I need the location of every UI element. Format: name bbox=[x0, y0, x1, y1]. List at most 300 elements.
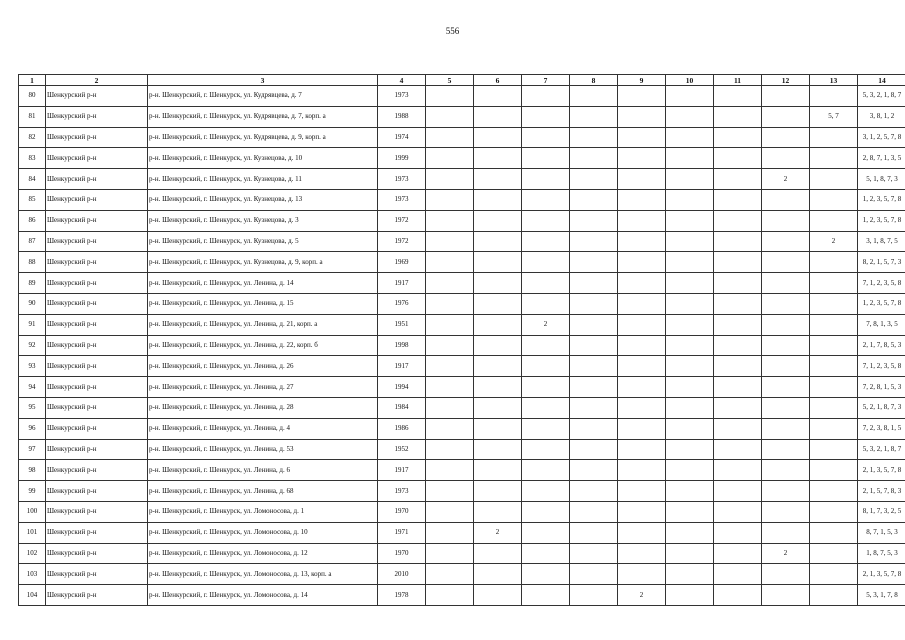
col-9-cell bbox=[618, 522, 666, 543]
column-header-14: 14 bbox=[858, 75, 905, 86]
address-cell: р-н. Шенкурский, г. Шенкурск, ул. Кузнецова, д. 3 bbox=[148, 210, 378, 231]
col-12-cell bbox=[762, 148, 810, 169]
row-number-cell: 104 bbox=[19, 585, 46, 606]
col-10-cell bbox=[666, 314, 714, 335]
column-header-2: 2 bbox=[46, 75, 148, 86]
col-9-cell bbox=[618, 148, 666, 169]
column-header-3: 3 bbox=[148, 75, 378, 86]
col-11-cell bbox=[714, 418, 762, 439]
col-11-cell bbox=[714, 314, 762, 335]
table-row bbox=[19, 231, 905, 252]
col-12-cell bbox=[762, 314, 810, 335]
year-cell: 1978 bbox=[378, 585, 426, 606]
col-5-cell bbox=[426, 439, 474, 460]
table-row bbox=[19, 585, 905, 606]
col-9-cell bbox=[618, 106, 666, 127]
codes-cell: 2, 1, 3, 5, 7, 8 bbox=[858, 564, 905, 585]
district-cell: Шенкурский р-н bbox=[46, 418, 148, 439]
col-8-cell bbox=[570, 481, 618, 502]
col-5-cell bbox=[426, 335, 474, 356]
col-6-cell bbox=[474, 169, 522, 190]
col-6-cell bbox=[474, 439, 522, 460]
col-9-cell bbox=[618, 439, 666, 460]
col-7-cell bbox=[522, 189, 570, 210]
col-9-cell bbox=[618, 501, 666, 522]
row-number-cell: 80 bbox=[19, 86, 46, 107]
col-9-cell bbox=[618, 169, 666, 190]
col-8-cell bbox=[570, 189, 618, 210]
codes-cell: 1, 2, 3, 5, 7, 8 bbox=[858, 189, 905, 210]
codes-cell: 3, 1, 8, 7, 5 bbox=[858, 231, 905, 252]
codes-cell: 8, 7, 1, 5, 3 bbox=[858, 522, 905, 543]
codes-cell: 3, 8, 1, 2 bbox=[858, 106, 905, 127]
col-8-cell bbox=[570, 501, 618, 522]
year-cell: 1952 bbox=[378, 439, 426, 460]
row-number-cell: 86 bbox=[19, 210, 46, 231]
col-12-cell bbox=[762, 377, 810, 398]
year-cell: 1998 bbox=[378, 335, 426, 356]
col-7-cell bbox=[522, 397, 570, 418]
col-9-cell bbox=[618, 543, 666, 564]
table-row bbox=[19, 314, 905, 335]
col-11-cell bbox=[714, 293, 762, 314]
table-row bbox=[19, 522, 905, 543]
table-header-row bbox=[19, 75, 905, 86]
codes-cell: 7, 1, 2, 3, 5, 8 bbox=[858, 273, 905, 294]
table-row bbox=[19, 564, 905, 585]
col-6-cell bbox=[474, 148, 522, 169]
col-7-cell bbox=[522, 377, 570, 398]
col-6-cell bbox=[474, 252, 522, 273]
col-11-cell bbox=[714, 335, 762, 356]
row-number-cell: 91 bbox=[19, 314, 46, 335]
col-11-cell bbox=[714, 460, 762, 481]
row-number-cell: 83 bbox=[19, 148, 46, 169]
row-number-cell: 100 bbox=[19, 501, 46, 522]
col-8-cell bbox=[570, 356, 618, 377]
codes-cell: 2, 1, 3, 5, 7, 8 bbox=[858, 460, 905, 481]
year-cell: 1999 bbox=[378, 148, 426, 169]
address-cell: р-н. Шенкурский, г. Шенкурск, ул. Кудрявцева, д. 7 bbox=[148, 86, 378, 107]
col-6-cell bbox=[474, 273, 522, 294]
col-11-cell bbox=[714, 106, 762, 127]
col-12-cell bbox=[762, 335, 810, 356]
col-8-cell bbox=[570, 418, 618, 439]
col-11-cell bbox=[714, 356, 762, 377]
col-5-cell bbox=[426, 481, 474, 502]
col-7-cell bbox=[522, 418, 570, 439]
row-number-cell: 99 bbox=[19, 481, 46, 502]
year-cell: 1970 bbox=[378, 501, 426, 522]
col-13-cell bbox=[810, 210, 858, 231]
col-10-cell bbox=[666, 127, 714, 148]
col-5-cell bbox=[426, 252, 474, 273]
district-cell: Шенкурский р-н bbox=[46, 106, 148, 127]
col-5-cell bbox=[426, 564, 474, 585]
col-12-cell bbox=[762, 106, 810, 127]
col-6-cell bbox=[474, 543, 522, 564]
col-11-cell bbox=[714, 210, 762, 231]
col-11-cell bbox=[714, 377, 762, 398]
col-9-cell bbox=[618, 210, 666, 231]
col-7-cell bbox=[522, 210, 570, 231]
col-10-cell bbox=[666, 335, 714, 356]
col-7-cell bbox=[522, 543, 570, 564]
col-13-cell bbox=[810, 335, 858, 356]
col-8-cell bbox=[570, 127, 618, 148]
row-number-cell: 94 bbox=[19, 377, 46, 398]
row-number-cell: 87 bbox=[19, 231, 46, 252]
col-8-cell bbox=[570, 585, 618, 606]
col-5-cell bbox=[426, 585, 474, 606]
col-9-cell bbox=[618, 564, 666, 585]
col-6-cell bbox=[474, 460, 522, 481]
col-12-cell bbox=[762, 501, 810, 522]
address-cell: р-н. Шенкурский, г. Шенкурск, ул. Ленина, д. 68 bbox=[148, 481, 378, 502]
col-11-cell bbox=[714, 501, 762, 522]
table-row bbox=[19, 293, 905, 314]
col-12-cell bbox=[762, 397, 810, 418]
table-row bbox=[19, 86, 905, 107]
col-13-cell bbox=[810, 293, 858, 314]
col-13-cell bbox=[810, 86, 858, 107]
row-number-cell: 97 bbox=[19, 439, 46, 460]
table-row bbox=[19, 356, 905, 377]
year-cell: 1971 bbox=[378, 522, 426, 543]
district-cell: Шенкурский р-н bbox=[46, 148, 148, 169]
address-cell: р-н. Шенкурский, г. Шенкурск, ул. Кудрявцева, д. 7, корп. а bbox=[148, 106, 378, 127]
district-cell: Шенкурский р-н bbox=[46, 460, 148, 481]
col-8-cell bbox=[570, 397, 618, 418]
col-9-cell bbox=[618, 397, 666, 418]
col-5-cell bbox=[426, 543, 474, 564]
table-row bbox=[19, 460, 905, 481]
col-7-cell bbox=[522, 231, 570, 252]
district-cell: Шенкурский р-н bbox=[46, 273, 148, 294]
year-cell: 1917 bbox=[378, 273, 426, 294]
row-number-cell: 81 bbox=[19, 106, 46, 127]
column-header-5: 5 bbox=[426, 75, 474, 86]
col-13-cell bbox=[810, 377, 858, 398]
col-13-cell bbox=[810, 252, 858, 273]
codes-cell: 1, 2, 3, 5, 7, 8 bbox=[858, 210, 905, 231]
col-13-cell bbox=[810, 127, 858, 148]
col-6-cell bbox=[474, 481, 522, 502]
col-10-cell bbox=[666, 189, 714, 210]
address-cell: р-н. Шенкурский, г. Шенкурск, ул. Ломоносова, д. 14 bbox=[148, 585, 378, 606]
col-12-cell bbox=[762, 481, 810, 502]
col-12-cell bbox=[762, 418, 810, 439]
col-11-cell bbox=[714, 252, 762, 273]
col-7-cell bbox=[522, 564, 570, 585]
district-cell: Шенкурский р-н bbox=[46, 127, 148, 148]
col-10-cell bbox=[666, 564, 714, 585]
address-cell: р-н. Шенкурский, г. Шенкурск, ул. Кузнецова, д. 10 bbox=[148, 148, 378, 169]
codes-cell: 5, 1, 8, 7, 3 bbox=[858, 169, 905, 190]
row-number-cell: 90 bbox=[19, 293, 46, 314]
table-row bbox=[19, 543, 905, 564]
col-8-cell bbox=[570, 210, 618, 231]
col-9-cell bbox=[618, 418, 666, 439]
col-13-cell bbox=[810, 564, 858, 585]
codes-cell: 1, 8, 7, 5, 3 bbox=[858, 543, 905, 564]
col-13-cell bbox=[810, 501, 858, 522]
address-cell: р-н. Шенкурский, г. Шенкурск, ул. Кузнецова, д. 11 bbox=[148, 169, 378, 190]
col-6-cell bbox=[474, 189, 522, 210]
col-6-cell bbox=[474, 356, 522, 377]
col-7-cell bbox=[522, 481, 570, 502]
address-cell: р-н. Шенкурский, г. Шенкурск, ул. Ленина, д. 14 bbox=[148, 273, 378, 294]
table-row bbox=[19, 397, 905, 418]
col-6-cell bbox=[474, 335, 522, 356]
col-6-cell bbox=[474, 501, 522, 522]
address-cell: р-н. Шенкурский, г. Шенкурск, ул. Ломоносова, д. 1 bbox=[148, 501, 378, 522]
col-13-cell bbox=[810, 418, 858, 439]
col-9-cell bbox=[618, 481, 666, 502]
col-9-cell bbox=[618, 189, 666, 210]
col-11-cell bbox=[714, 397, 762, 418]
year-cell: 1973 bbox=[378, 169, 426, 190]
district-cell: Шенкурский р-н bbox=[46, 169, 148, 190]
district-cell: Шенкурский р-н bbox=[46, 501, 148, 522]
col-6-cell bbox=[474, 231, 522, 252]
col-13-cell bbox=[810, 314, 858, 335]
column-header-13: 13 bbox=[810, 75, 858, 86]
address-cell: р-н. Шенкурский, г. Шенкурск, ул. Ломоносова, д. 10 bbox=[148, 522, 378, 543]
col-10-cell bbox=[666, 210, 714, 231]
district-cell: Шенкурский р-н bbox=[46, 585, 148, 606]
col-8-cell bbox=[570, 169, 618, 190]
col-10-cell bbox=[666, 460, 714, 481]
address-cell: р-н. Шенкурский, г. Шенкурск, ул. Ленина, д. 53 bbox=[148, 439, 378, 460]
col-5-cell bbox=[426, 397, 474, 418]
col-5-cell bbox=[426, 189, 474, 210]
col-9-cell bbox=[618, 231, 666, 252]
table-row bbox=[19, 418, 905, 439]
col-13-cell bbox=[810, 439, 858, 460]
column-header-10: 10 bbox=[666, 75, 714, 86]
col-5-cell bbox=[426, 522, 474, 543]
col-8-cell bbox=[570, 460, 618, 481]
col-5-cell bbox=[426, 169, 474, 190]
col-11-cell bbox=[714, 86, 762, 107]
row-number-cell: 92 bbox=[19, 335, 46, 356]
col-11-cell bbox=[714, 481, 762, 502]
column-header-11: 11 bbox=[714, 75, 762, 86]
col-12-cell bbox=[762, 210, 810, 231]
col-12-cell bbox=[762, 356, 810, 377]
row-number-cell: 96 bbox=[19, 418, 46, 439]
col-7-cell bbox=[522, 252, 570, 273]
col-10-cell bbox=[666, 439, 714, 460]
year-cell: 1951 bbox=[378, 314, 426, 335]
table-row bbox=[19, 148, 905, 169]
table-row bbox=[19, 377, 905, 398]
col-5-cell bbox=[426, 293, 474, 314]
col-11-cell bbox=[714, 148, 762, 169]
col-13-cell bbox=[810, 169, 858, 190]
column-header-1: 1 bbox=[19, 75, 46, 86]
col-10-cell bbox=[666, 231, 714, 252]
col-10-cell bbox=[666, 397, 714, 418]
year-cell: 1969 bbox=[378, 252, 426, 273]
col-5-cell bbox=[426, 273, 474, 294]
col-11-cell bbox=[714, 127, 762, 148]
table-row bbox=[19, 335, 905, 356]
row-number-cell: 85 bbox=[19, 189, 46, 210]
col-7-cell bbox=[522, 293, 570, 314]
codes-cell: 2, 1, 5, 7, 8, 3 bbox=[858, 481, 905, 502]
row-number-cell: 82 bbox=[19, 127, 46, 148]
col-5-cell bbox=[426, 418, 474, 439]
table-row bbox=[19, 273, 905, 294]
district-cell: Шенкурский р-н bbox=[46, 86, 148, 107]
col-6-cell bbox=[474, 377, 522, 398]
address-cell: р-н. Шенкурский, г. Шенкурск, ул. Кузнецова, д. 5 bbox=[148, 231, 378, 252]
year-cell: 1994 bbox=[378, 377, 426, 398]
col-11-cell bbox=[714, 543, 762, 564]
district-cell: Шенкурский р-н bbox=[46, 439, 148, 460]
address-cell: р-н. Шенкурский, г. Шенкурск, ул. Ленина, д. 27 bbox=[148, 377, 378, 398]
col-10-cell bbox=[666, 273, 714, 294]
col-5-cell bbox=[426, 460, 474, 481]
col-6-cell bbox=[474, 314, 522, 335]
year-cell: 1988 bbox=[378, 106, 426, 127]
col-5-cell bbox=[426, 501, 474, 522]
col-12-cell bbox=[762, 564, 810, 585]
address-cell: р-н. Шенкурский, г. Шенкурск, ул. Ломоносова, д. 13, корп. а bbox=[148, 564, 378, 585]
codes-cell: 2, 1, 7, 8, 5, 3 bbox=[858, 335, 905, 356]
col-6-cell bbox=[474, 418, 522, 439]
year-cell: 1986 bbox=[378, 418, 426, 439]
col-6-cell bbox=[474, 127, 522, 148]
codes-cell: 8, 1, 7, 3, 2, 5 bbox=[858, 501, 905, 522]
col-12-cell bbox=[762, 585, 810, 606]
col-10-cell bbox=[666, 252, 714, 273]
table-row bbox=[19, 501, 905, 522]
year-cell: 1973 bbox=[378, 189, 426, 210]
col-10-cell bbox=[666, 543, 714, 564]
col-5-cell bbox=[426, 148, 474, 169]
col-8-cell bbox=[570, 335, 618, 356]
district-cell: Шенкурский р-н bbox=[46, 522, 148, 543]
col-13-cell: 5, 7 bbox=[810, 106, 858, 127]
district-cell: Шенкурский р-н bbox=[46, 481, 148, 502]
address-cell: р-н. Шенкурский, г. Шенкурск, ул. Ленина, д. 21, корп. а bbox=[148, 314, 378, 335]
col-9-cell bbox=[618, 460, 666, 481]
col-9-cell bbox=[618, 356, 666, 377]
col-9-cell bbox=[618, 293, 666, 314]
address-cell: р-н. Шенкурский, г. Шенкурск, ул. Ленина, д. 15 bbox=[148, 293, 378, 314]
address-cell: р-н. Шенкурский, г. Шенкурск, ул. Кузнецова, д. 13 bbox=[148, 189, 378, 210]
col-6-cell bbox=[474, 86, 522, 107]
row-number-cell: 98 bbox=[19, 460, 46, 481]
codes-cell: 8, 2, 1, 5, 7, 3 bbox=[858, 252, 905, 273]
col-9-cell bbox=[618, 314, 666, 335]
address-cell: р-н. Шенкурский, г. Шенкурск, ул. Кудрявцева, д. 9, корп. а bbox=[148, 127, 378, 148]
year-cell: 1917 bbox=[378, 460, 426, 481]
col-7-cell: 2 bbox=[522, 314, 570, 335]
col-8-cell bbox=[570, 293, 618, 314]
row-number-cell: 101 bbox=[19, 522, 46, 543]
address-cell: р-н. Шенкурский, г. Шенкурск, ул. Ленина, д. 26 bbox=[148, 356, 378, 377]
col-12-cell bbox=[762, 86, 810, 107]
col-9-cell bbox=[618, 377, 666, 398]
col-5-cell bbox=[426, 106, 474, 127]
col-7-cell bbox=[522, 522, 570, 543]
column-header-7: 7 bbox=[522, 75, 570, 86]
district-cell: Шенкурский р-н bbox=[46, 543, 148, 564]
col-12-cell bbox=[762, 127, 810, 148]
year-cell: 1972 bbox=[378, 210, 426, 231]
col-11-cell bbox=[714, 564, 762, 585]
year-cell: 1973 bbox=[378, 481, 426, 502]
address-cell: р-н. Шенкурский, г. Шенкурск, ул. Ленина, д. 28 bbox=[148, 397, 378, 418]
col-13-cell: 2 bbox=[810, 231, 858, 252]
col-9-cell bbox=[618, 252, 666, 273]
col-5-cell bbox=[426, 231, 474, 252]
col-10-cell bbox=[666, 106, 714, 127]
col-5-cell bbox=[426, 127, 474, 148]
col-9-cell bbox=[618, 335, 666, 356]
row-number-cell: 89 bbox=[19, 273, 46, 294]
col-7-cell bbox=[522, 501, 570, 522]
col-6-cell bbox=[474, 293, 522, 314]
col-13-cell bbox=[810, 273, 858, 294]
district-cell: Шенкурский р-н bbox=[46, 293, 148, 314]
col-10-cell bbox=[666, 585, 714, 606]
year-cell: 1974 bbox=[378, 127, 426, 148]
data-table bbox=[18, 74, 905, 606]
col-12-cell bbox=[762, 273, 810, 294]
col-5-cell bbox=[426, 210, 474, 231]
col-10-cell bbox=[666, 418, 714, 439]
column-header-8: 8 bbox=[570, 75, 618, 86]
col-11-cell bbox=[714, 522, 762, 543]
codes-cell: 5, 3, 2, 1, 8, 7 bbox=[858, 86, 905, 107]
col-11-cell bbox=[714, 169, 762, 190]
col-13-cell bbox=[810, 460, 858, 481]
col-7-cell bbox=[522, 86, 570, 107]
col-9-cell bbox=[618, 127, 666, 148]
address-cell: р-н. Шенкурский, г. Шенкурск, ул. Ленина, д. 4 bbox=[148, 418, 378, 439]
col-12-cell bbox=[762, 522, 810, 543]
col-9-cell bbox=[618, 273, 666, 294]
col-8-cell bbox=[570, 377, 618, 398]
district-cell: Шенкурский р-н bbox=[46, 189, 148, 210]
year-cell: 1972 bbox=[378, 231, 426, 252]
col-9-cell bbox=[618, 86, 666, 107]
col-8-cell bbox=[570, 314, 618, 335]
col-7-cell bbox=[522, 439, 570, 460]
table-row bbox=[19, 210, 905, 231]
address-cell: р-н. Шенкурский, г. Шенкурск, ул. Ленина, д. 6 bbox=[148, 460, 378, 481]
col-7-cell bbox=[522, 335, 570, 356]
col-11-cell bbox=[714, 273, 762, 294]
row-number-cell: 95 bbox=[19, 397, 46, 418]
col-12-cell: 2 bbox=[762, 543, 810, 564]
col-11-cell bbox=[714, 439, 762, 460]
col-8-cell bbox=[570, 148, 618, 169]
col-8-cell bbox=[570, 231, 618, 252]
col-10-cell bbox=[666, 481, 714, 502]
codes-cell: 7, 2, 3, 8, 1, 5 bbox=[858, 418, 905, 439]
year-cell: 2010 bbox=[378, 564, 426, 585]
col-7-cell bbox=[522, 273, 570, 294]
col-8-cell bbox=[570, 522, 618, 543]
col-6-cell bbox=[474, 106, 522, 127]
col-11-cell bbox=[714, 189, 762, 210]
